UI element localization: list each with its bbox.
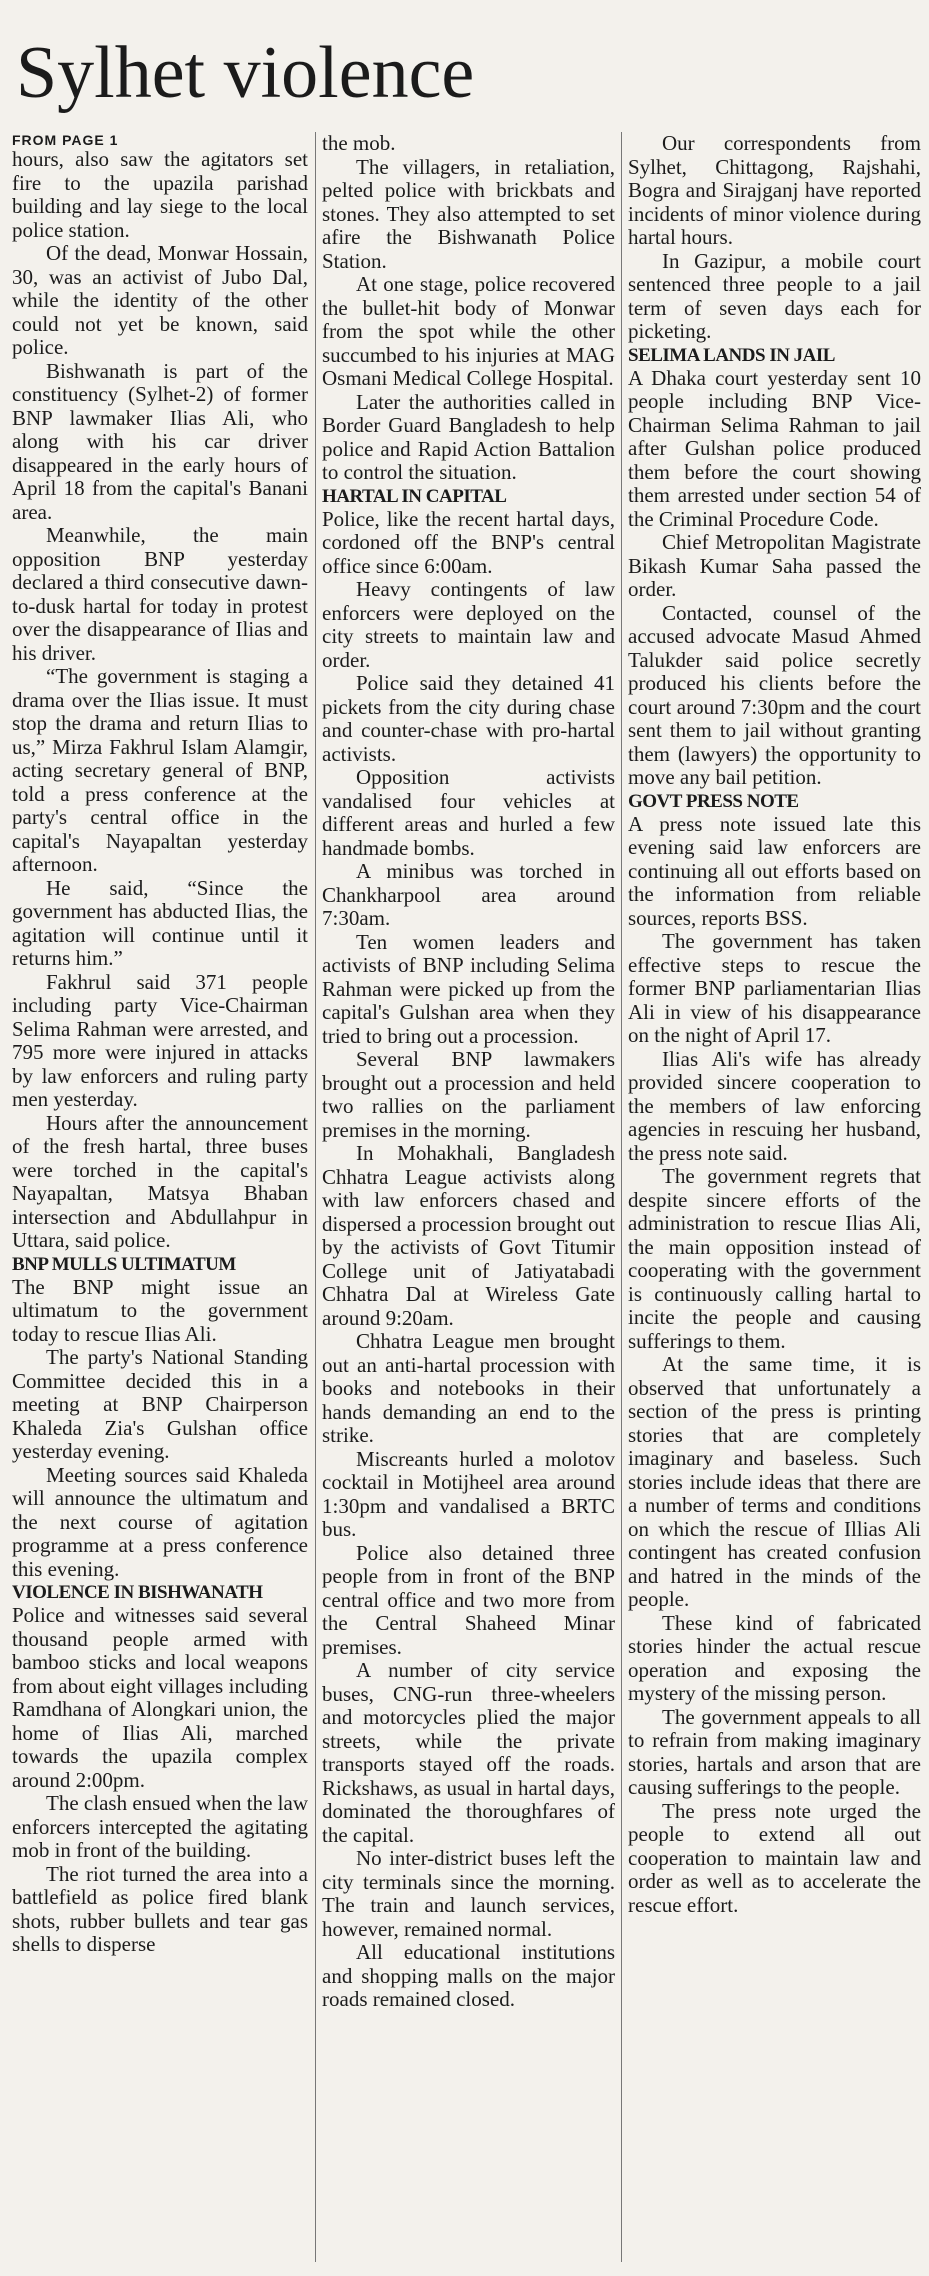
paragraph: All educational institutions and shopping malls on the major roads remained closed. bbox=[322, 1940, 615, 2011]
column-3 bbox=[628, 132, 921, 1917]
paragraph: The government has taken effective steps to rescue the former BNP parliamentarian Ilias Ali in view of his disappearance on the night of April 17. bbox=[628, 929, 921, 1047]
subhead: SELIMA LANDS IN JAIL bbox=[628, 344, 835, 366]
paragraph: No inter-district buses left the city terminals since the morning. The train and launch services, however, remained normal. bbox=[322, 1846, 615, 1941]
paragraph: Ten women leaders and activists of BNP including Selima Rahman were picked up from the capital's Gulshan area when they tried to bring out a procession. bbox=[322, 929, 615, 1048]
paragraph: Contacted, counsel of the accused advocate Masud Ahmed Talukder said police secretly produced his clients before the court around 7:30pm and the court sent them to jail without granting them (lawyers) the opportunity to move any bail petition. bbox=[628, 600, 921, 789]
paragraph: Opposition activists vandalised four vehicles at different areas and hurled a few handmade bombs. bbox=[322, 765, 615, 860]
subhead: VIOLENCE IN BISHWANATH bbox=[12, 1582, 263, 1603]
jump-line: FROM PAGE 1 bbox=[12, 132, 119, 148]
paragraph: In Gazipur, a mobile court sentenced three people to a jail term of seven days each for picketing. bbox=[628, 248, 921, 343]
paragraph: Ilias Ali's wife has already provided sincere cooperation to the members of law enforcing agencies in rescuing her husband, the press note said. bbox=[628, 1046, 921, 1165]
paragraph: the mob. bbox=[322, 131, 396, 155]
paragraph: The clash ensued when the law enforcers intercepted the agitating mob in front of the building. bbox=[12, 1791, 308, 1862]
paragraph: The villagers, in retaliation, pelted police with brickbats and stones. They also attempted to set afire the Bishwanath Police Station. bbox=[322, 154, 615, 273]
paragraph: Heavy contingents of law enforcers were deployed on the city streets to maintain law and order. bbox=[322, 577, 615, 672]
paragraph: The party's National Standing Committee decided this in a meeting at BNP Chairperson Khaleda Zia's Gulshan office yesterday evening. bbox=[12, 1345, 308, 1463]
subhead: GOVT PRESS NOTE bbox=[628, 790, 799, 812]
paragraph: Chief Metropolitan Magistrate Bikash Kumar Saha passed the order. bbox=[628, 530, 921, 601]
paragraph: Police said they detained 41 pickets from the city during chase and counter-chase with pro-hartal activists. bbox=[322, 671, 615, 766]
paragraph: He said, “Since the government has abducted Ilias, the agitation will continue until it returns him.” bbox=[12, 875, 308, 970]
paragraph: A Dhaka court yesterday sent 10 people including BNP Vice-Chairman Selima Rahman to jail after Gulshan police produced them before the court showing them arrested under section 54 of the Criminal Procedure Code. bbox=[628, 365, 921, 531]
paragraph: “The government is staging a drama over the Ilias issue. It must stop the drama and return Ilias to us,” Mirza Fakhrul Islam Alamgir, acting secretary general of BNP, told a press conference at the party's central office in the capital's Nayapaltan yesterday afternoon. bbox=[12, 664, 308, 876]
paragraph: The riot turned the area into a battlefield as police fired blank shots, rubber bullets and tear gas shells to disperse bbox=[12, 1861, 308, 1956]
paragraph: The BNP might issue an ultimatum to the government today to rescue Ilias Ali. bbox=[12, 1274, 308, 1346]
subhead: HARTAL IN CAPITAL bbox=[322, 485, 507, 507]
paragraph: Police and witnesses said several thousand people armed with bamboo sticks and local weapons from about eight villages including Ramdhana of Alongkari union, the home of Ilias Ali, marched towards the upazila complex around 2:00pm. bbox=[12, 1603, 308, 1792]
headline: Sylhet violence bbox=[16, 32, 475, 114]
paragraph: Chhatra League men brought out an anti-hartal procession with books and notebooks in their hands demanding an end to the strike. bbox=[322, 1329, 615, 1447]
paragraph: At one stage, police recovered the bullet-hit body of Monwar from the spot while the other succumbed to his injuries at MAG Osmani Medical College Hospital. bbox=[322, 272, 615, 390]
paragraph: Of the dead, Monwar Hossain, 30, was an activist of Jubo Dal, while the identity of the other could not yet be known, said police. bbox=[12, 241, 308, 359]
paragraph: Bishwanath is part of the constituency (Sylhet-2) of former BNP lawmaker Ilias Ali, who along with his car driver disappeared in the early hours of April 18 from the capital's Banani area. bbox=[12, 358, 308, 524]
paragraph: Meeting sources said Khaleda will announce the ultimatum and the next course of agitation programme at a press conference this evening. bbox=[12, 1462, 308, 1581]
paragraph: Hours after the announcement of the fresh hartal, three buses were torched in the capital's Nayapaltan, Matsya Bhaban intersection and Abdullahpur in Uttara, said police. bbox=[12, 1110, 308, 1252]
paragraph: hours, also saw the agitators set fire to the upazila parishad building and lay siege to the local police station. bbox=[12, 147, 308, 242]
column-rule bbox=[621, 132, 622, 2262]
paragraph: Meanwhile, the main opposition BNP yesterday declared a third consecutive dawn-to-dusk hartal for today in protest over the disappearance of Ilias and his driver. bbox=[12, 523, 308, 665]
paragraph: In Mohakhali, Bangladesh Chhatra League activists along with law enforcers chased and dispersed a procession brought out by the activists of Govt Titumir College unit of Jatiyatabadi Chhatra Dal at Wireless Gate around 9:20am. bbox=[322, 1141, 615, 1330]
paragraph: Police, like the recent hartal days, cordoned off the BNP's central office since 6:00am. bbox=[322, 506, 615, 578]
paragraph: Police also detained three people from in front of the BNP central office and two more from the Central Shaheed Minar premises. bbox=[322, 1540, 615, 1659]
paragraph: Miscreants hurled a molotov cocktail in Motijheel area around 1:30pm and vandalised a BRTC bus. bbox=[322, 1446, 615, 1541]
paragraph: Our correspondents from Sylhet, Chittagong, Rajshahi, Bogra and Sirajganj have reported incidents of minor violence during hartal hours. bbox=[628, 131, 921, 249]
paragraph: These kind of fabricated stories hinder the actual rescue operation and exposing the mystery of the missing person. bbox=[628, 1610, 921, 1705]
paragraph: Later the authorities called in Border Guard Bangladesh to help police and Rapid Action Battalion to control the situation. bbox=[322, 389, 615, 484]
column-1 bbox=[12, 132, 308, 1957]
paragraph: The press note urged the people to extend all out cooperation to maintain law and order as well as to accelerate the rescue effort. bbox=[628, 1798, 921, 1917]
paragraph: At the same time, it is observed that unfortunately a section of the press is printing stories that are completely imaginary and baseless. Such stories include ideas that there are a number of terms and conditions on which the rescue of Illias Ali contingent has created confusion and hatred in the minds of the people. bbox=[628, 1352, 921, 1611]
paragraph: The government regrets that despite sincere efforts of the administration to rescue Ilias Ali, the main opposition instead of cooperating with the government is continuously calling hartal to incite the people and causing sufferings to them. bbox=[628, 1164, 921, 1353]
paragraph: A press note issued late this evening said law enforcers are continuing all out efforts based on the information from reliable sources, reports BSS. bbox=[628, 811, 921, 930]
paragraph: The government appeals to all to refrain from making imaginary stories, hartals and arson that are causing sufferings to the people. bbox=[628, 1704, 921, 1799]
paragraph: Several BNP lawmakers brought out a procession and held two rallies on the parliament premises in the morning. bbox=[322, 1047, 615, 1142]
column-rule bbox=[315, 132, 316, 2262]
column-2 bbox=[322, 132, 615, 2012]
subhead: BNP MULLS ULTIMATUM bbox=[12, 1253, 236, 1275]
article-body bbox=[12, 132, 921, 2276]
paragraph: A number of city service buses, CNG-run three-wheelers and motorcycles plied the major streets, while the private transports stayed off the roads. Rickshaws, as usual in hartal days, dominated the thoroughfares of the capital. bbox=[322, 1658, 615, 1847]
paragraph: A minibus was torched in Chankharpool area around 7:30am. bbox=[322, 859, 615, 930]
paragraph: Fakhrul said 371 people including party Vice-Chairman Selima Rahman were arrested, and 795 more were injured in attacks by law enforcers and ruling party men yesterday. bbox=[12, 969, 308, 1111]
